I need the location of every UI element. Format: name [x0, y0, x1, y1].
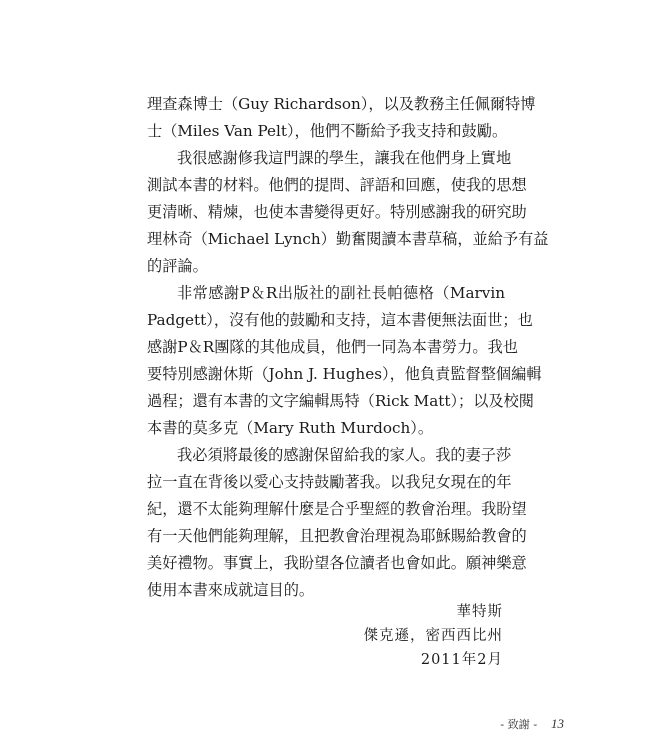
text-line: 有一天他們能夠理解，且把教會治理視為耶穌賜給教會的: [147, 527, 527, 545]
text-line: 更清晰、精煉，也使本書變得更好。特別感謝我的研究助: [147, 203, 527, 221]
text-line: 士（Miles Van Pelt），他們不斷給予我支持和鼓勵。: [147, 122, 508, 140]
text-line: 的評論。: [147, 257, 208, 275]
text-line: 美好禮物。事實上，我盼望各位讀者也會如此。願神樂意: [147, 554, 527, 572]
text-line: 我很感謝修我這門課的學生，讓我在他們身上實地: [177, 149, 512, 167]
text-line: Padgett），沒有他的鼓勵和支持，這本書便無法面世；也: [147, 311, 533, 329]
text-line: 紀，還不太能夠理解什麼是合乎聖經的教會治理。我盼望: [147, 500, 527, 518]
text-line: 過程；還有本書的文字編輯馬特（Rick Matt）；以及校閱: [147, 392, 534, 410]
signature-block: [364, 600, 504, 672]
acknowledgements-body: [147, 91, 549, 604]
text-line: 感謝P＆R團隊的其他成員，他們一同為本書勞力。我也: [147, 338, 518, 356]
text-line: 理林奇（Michael Lynch）勤奮閱讀本書草稿，並給予有益: [147, 230, 549, 248]
text-line: 我必須將最後的感謝保留給我的家人。我的妻子莎: [177, 446, 512, 464]
text-line: 本書的莫多克（Mary Ruth Murdoch）。: [147, 419, 434, 437]
signature-date: 2011年2月: [420, 652, 503, 668]
section-title: - 致謝 -: [500, 718, 538, 731]
text-line: 測試本書的材料。他們的提問、評語和回應，使我的思想: [147, 176, 527, 194]
page-footer: [500, 716, 564, 732]
text-line: 要特別感謝休斯（John J. Hughes），他負責監督整個編輯: [147, 365, 542, 383]
text-line: 理查森博士（Guy Richardson），以及教務主任佩爾特博: [147, 95, 536, 113]
signature-name: 華特斯: [456, 604, 503, 620]
text-line: 非常感謝P＆R出版社的副社長帕德格（Marvin: [177, 284, 505, 302]
page-number: 13: [551, 716, 564, 731]
signature-location: 傑克遜，密西西比州: [363, 628, 503, 644]
text-line: 拉一直在背後以愛心支持鼓勵著我。以我兒女現在的年: [147, 473, 512, 491]
text-line: 使用本書來成就這目的。: [147, 581, 315, 599]
